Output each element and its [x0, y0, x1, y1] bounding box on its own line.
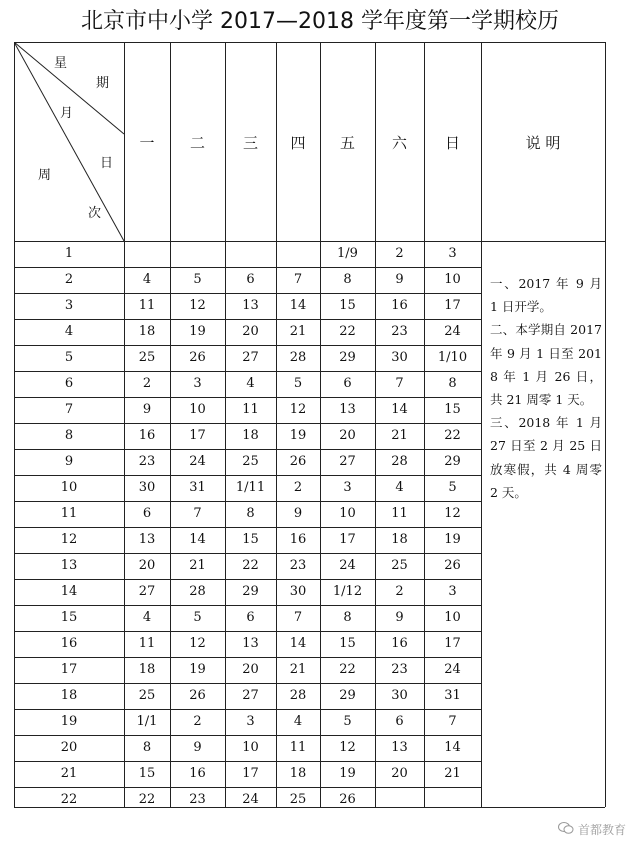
date-cell: 8 — [448, 376, 457, 391]
date-cell: 5 — [293, 376, 303, 391]
date-cell: 28 — [289, 350, 307, 365]
date-cell: 13 — [391, 740, 408, 755]
date-cell: 2 — [395, 246, 404, 261]
date-cell: 10 — [339, 506, 356, 521]
header-day-mon: 一 — [139, 134, 155, 152]
date-cell: 29 — [242, 584, 259, 599]
date-cell: 19 — [189, 662, 206, 677]
date-cell: 26 — [289, 454, 307, 469]
date-cell: 13 — [339, 402, 356, 417]
date-cell: 3 — [193, 376, 202, 391]
col-divider — [481, 42, 482, 807]
date-cell: 8 — [142, 740, 152, 755]
date-cell: 4 — [246, 376, 255, 391]
date-cell: 31 — [444, 688, 461, 703]
date-cell: 19 — [289, 428, 307, 443]
date-cell: 10 — [242, 740, 259, 755]
date-cell: 18 — [391, 532, 408, 547]
date-cell: 31 — [189, 480, 206, 495]
date-cell: 15 — [444, 402, 461, 417]
date-cell: 28 — [289, 688, 307, 703]
date-cell: 26 — [444, 558, 461, 573]
date-cell: 4 — [142, 610, 152, 625]
week-number: 18 — [60, 688, 78, 703]
date-cell: 22 — [444, 428, 461, 443]
date-cell: 19 — [444, 532, 461, 547]
date-cell: 6 — [246, 610, 255, 625]
date-cell: 15 — [138, 766, 156, 781]
date-cell: 11 — [391, 506, 408, 521]
date-cell: 14 — [189, 532, 206, 547]
note-item: 三、2018 年 1 月 27 日至 2 月 25 日放寒假，共 4 周零 2 天。 — [490, 415, 602, 500]
week-number: 10 — [60, 480, 78, 495]
date-cell: 12 — [189, 298, 206, 313]
date-cell: 20 — [391, 766, 408, 781]
corner-label-ri: 日 — [100, 156, 114, 171]
date-cell: 10 — [444, 272, 461, 287]
week-number: 8 — [64, 428, 74, 443]
week-number: 15 — [60, 610, 78, 625]
date-cell: 8 — [343, 610, 352, 625]
date-cell: 10 — [444, 610, 461, 625]
date-cell: 13 — [242, 298, 259, 313]
week-number: 21 — [60, 766, 78, 781]
date-cell: 5 — [343, 714, 352, 729]
date-cell: 18 — [138, 662, 156, 677]
date-cell: 15 — [242, 532, 259, 547]
date-cell: 13 — [242, 636, 259, 651]
note-item: 一、2017 年 9 月 1 日开学。 — [490, 276, 602, 315]
date-cell: 30 — [391, 350, 408, 365]
date-cell: 26 — [189, 350, 206, 365]
date-cell: 17 — [339, 532, 356, 547]
date-cell: 20 — [242, 662, 259, 677]
week-number: 16 — [60, 636, 78, 651]
date-cell: 17 — [189, 428, 206, 443]
date-cell: 16 — [391, 636, 408, 651]
date-cell: 12 — [339, 740, 356, 755]
date-cell: 29 — [339, 688, 356, 703]
date-cell: 17 — [242, 766, 259, 781]
date-cell: 23 — [391, 324, 408, 339]
date-cell: 22 — [138, 792, 156, 807]
date-cell: 8 — [343, 272, 352, 287]
header-day-fri: 五 — [339, 134, 355, 152]
week-number: 4 — [64, 324, 74, 339]
date-cell: 15 — [339, 636, 356, 651]
date-cell: 1/11 — [235, 480, 266, 495]
week-number: 3 — [64, 298, 74, 313]
date-cell: 18 — [289, 766, 307, 781]
week-number: 19 — [60, 714, 78, 729]
date-cell: 24 — [242, 792, 259, 807]
week-number: 11 — [60, 506, 78, 521]
date-cell: 4 — [293, 714, 303, 729]
date-cell: 22 — [242, 558, 259, 573]
watermark — [558, 821, 626, 838]
date-cell: 14 — [391, 402, 408, 417]
date-cell: 18 — [138, 324, 156, 339]
date-cell: 6 — [142, 506, 152, 521]
date-cell: 20 — [242, 324, 259, 339]
date-cell: 24 — [339, 558, 356, 573]
week-number: 6 — [64, 376, 74, 391]
wechat-icon — [558, 821, 574, 838]
date-cell: 17 — [444, 636, 461, 651]
date-cell: 12 — [444, 506, 461, 521]
date-cell: 21 — [289, 324, 307, 339]
week-number: 14 — [60, 584, 78, 599]
date-cell: 9 — [395, 610, 404, 625]
date-cell: 27 — [339, 454, 356, 469]
week-number: 2 — [64, 272, 74, 287]
date-cell: 12 — [289, 402, 307, 417]
date-cell: 23 — [189, 792, 206, 807]
week-number: 12 — [60, 532, 78, 547]
date-cell: 14 — [444, 740, 461, 755]
date-cell: 29 — [444, 454, 461, 469]
date-cell: 27 — [138, 584, 156, 599]
header-notes: 说 明 — [525, 134, 561, 152]
date-cell: 24 — [444, 662, 461, 677]
calendar-table — [14, 42, 605, 807]
date-cell: 23 — [138, 454, 156, 469]
date-cell: 5 — [193, 610, 202, 625]
date-cell: 28 — [391, 454, 408, 469]
date-cell: 1/9 — [337, 246, 358, 261]
date-cell: 24 — [189, 454, 206, 469]
corner-label-qi: 期 — [96, 76, 110, 91]
date-cell: 9 — [142, 402, 152, 417]
date-cell — [225, 241, 276, 267]
corner-label-zhou: 周 — [38, 168, 52, 183]
date-cell: 11 — [242, 402, 259, 417]
date-cell: 6 — [343, 376, 352, 391]
date-cell: 1/12 — [332, 584, 363, 599]
date-cell: 25 — [391, 558, 408, 573]
date-cell: 18 — [242, 428, 259, 443]
date-cell: 3 — [448, 584, 457, 599]
date-cell: 7 — [448, 714, 457, 729]
corner-label-yue: 月 — [60, 106, 74, 121]
date-cell: 7 — [293, 272, 303, 287]
date-cell: 17 — [444, 298, 461, 313]
header-day-sat: 六 — [391, 134, 407, 152]
date-cell: 4 — [142, 272, 152, 287]
date-cell: 30 — [138, 480, 156, 495]
date-cell: 2 — [142, 376, 152, 391]
header-day-tue: 二 — [189, 134, 205, 152]
date-cell: 22 — [339, 324, 356, 339]
header-day-sun: 日 — [444, 134, 460, 152]
date-cell: 1/10 — [437, 350, 468, 365]
date-cell: 26 — [339, 792, 356, 807]
date-cell: 14 — [289, 636, 307, 651]
date-cell: 23 — [391, 662, 408, 677]
date-cell — [375, 787, 424, 813]
note-item: 二、本学期自 2017 年 9 月 1 日至 2018 年 1 月 26 日，共 21 周零 1 天。 — [490, 322, 602, 408]
date-cell: 3 — [246, 714, 255, 729]
date-cell: 7 — [193, 506, 202, 521]
date-cell: 19 — [189, 324, 206, 339]
date-cell: 27 — [242, 688, 259, 703]
date-cell: 21 — [444, 766, 461, 781]
date-cell: 11 — [138, 298, 156, 313]
date-cell: 3 — [448, 246, 457, 261]
date-cell: 11 — [289, 740, 307, 755]
date-cell: 16 — [391, 298, 408, 313]
date-cell: 7 — [395, 376, 404, 391]
date-cell: 20 — [138, 558, 156, 573]
date-cell: 21 — [189, 558, 206, 573]
date-cell: 16 — [289, 532, 307, 547]
week-number: 7 — [64, 402, 74, 417]
date-cell: 22 — [339, 662, 356, 677]
date-cell: 10 — [189, 402, 206, 417]
date-cell: 11 — [138, 636, 156, 651]
date-cell: 12 — [189, 636, 206, 651]
date-cell: 20 — [339, 428, 356, 443]
date-cell: 6 — [395, 714, 404, 729]
date-cell: 30 — [289, 584, 307, 599]
date-cell: 30 — [391, 688, 408, 703]
date-cell: 23 — [289, 558, 307, 573]
date-cell: 25 — [242, 454, 259, 469]
date-cell: 16 — [189, 766, 206, 781]
date-cell: 2 — [395, 584, 404, 599]
week-number: 1 — [64, 246, 74, 261]
date-cell: 9 — [193, 740, 202, 755]
date-cell: 29 — [339, 350, 356, 365]
date-cell: 16 — [138, 428, 156, 443]
date-cell: 3 — [343, 480, 352, 495]
week-number: 17 — [60, 662, 78, 677]
week-number: 5 — [64, 350, 74, 365]
date-cell: 5 — [448, 480, 457, 495]
date-cell: 28 — [189, 584, 206, 599]
header-day-wed: 三 — [242, 134, 258, 152]
date-cell: 8 — [246, 506, 255, 521]
date-cell: 25 — [289, 792, 307, 807]
date-cell: 4 — [395, 480, 404, 495]
date-cell: 9 — [395, 272, 404, 287]
date-cell — [276, 241, 320, 267]
date-cell: 24 — [444, 324, 461, 339]
date-cell: 27 — [242, 350, 259, 365]
date-cell — [424, 787, 481, 813]
date-cell: 21 — [391, 428, 408, 443]
date-cell: 19 — [339, 766, 356, 781]
week-number: 9 — [64, 454, 74, 469]
date-cell: 7 — [293, 610, 303, 625]
date-cell: 5 — [193, 272, 202, 287]
date-cell: 26 — [189, 688, 206, 703]
header-diagonal-lines — [14, 42, 126, 244]
week-number: 22 — [60, 792, 78, 807]
date-cell: 25 — [138, 350, 156, 365]
date-cell: 13 — [138, 532, 156, 547]
watermark-text: 首都教育 — [577, 823, 626, 837]
corner-label-xing: 星 — [54, 56, 68, 71]
date-cell: 6 — [246, 272, 255, 287]
date-cell: 1/1 — [136, 714, 158, 729]
date-cell: 14 — [289, 298, 307, 313]
date-cell: 25 — [138, 688, 156, 703]
date-cell: 2 — [293, 480, 303, 495]
table-border-right — [605, 42, 606, 807]
date-cell: 21 — [289, 662, 307, 677]
week-number: 20 — [60, 740, 78, 755]
corner-label-ci: 次 — [88, 206, 102, 221]
date-cell — [170, 241, 225, 267]
page-title: 北京市中小学 2017—2018 学年度第一学期校历 — [81, 9, 559, 34]
date-cell: 9 — [293, 506, 303, 521]
date-cell — [124, 241, 170, 267]
date-cell: 2 — [193, 714, 202, 729]
notes-panel — [490, 272, 602, 504]
date-cell: 15 — [339, 298, 356, 313]
header-day-thu: 四 — [290, 134, 306, 152]
week-number: 13 — [60, 558, 78, 573]
